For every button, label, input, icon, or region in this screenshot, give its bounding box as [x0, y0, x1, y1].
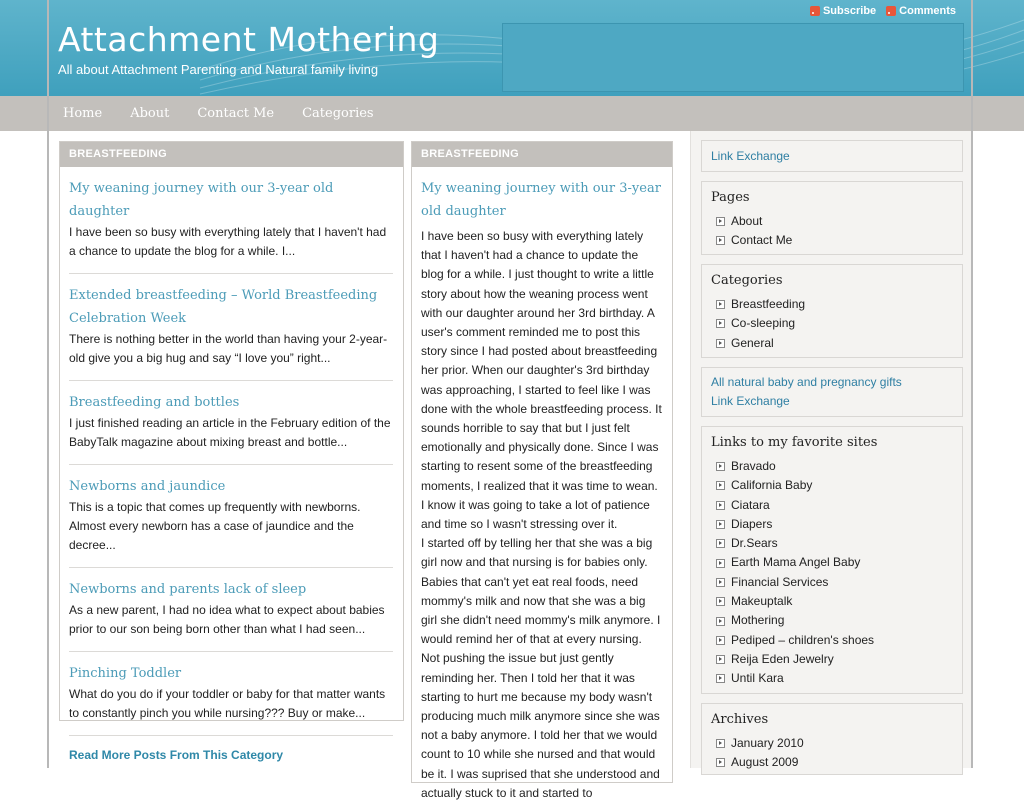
favorite-link[interactable]: [716, 573, 962, 592]
read-more-link[interactable]: Read More Posts From This Category: [69, 748, 284, 762]
favorite-label: Mothering: [731, 613, 785, 628]
arrow-bullet-icon: [716, 674, 725, 683]
list-item: [69, 167, 393, 274]
list-item: [69, 381, 393, 465]
nav-about[interactable]: About: [130, 106, 170, 121]
widget-title: Categories: [711, 273, 783, 288]
post-excerpt: I just finished reading an article in the February edition of the BabyTalk magazine about mixing breast and bottle...: [69, 416, 391, 449]
header-banner-box: [502, 23, 964, 92]
arrow-bullet-icon: [716, 578, 725, 587]
post-excerpt: As a new parent, I had no idea what to expect about babies prior to our son being born other than what I had seen...: [69, 603, 385, 636]
favorite-label: Earth Mama Angel Baby: [731, 555, 861, 570]
arrow-bullet-icon: [716, 520, 725, 529]
post-excerpt: There is nothing better in the world than having your 2-year-old give you a big hug and say “I love you” right...: [69, 332, 388, 365]
main-nav: [0, 96, 1024, 131]
post-title-link[interactable]: Breastfeeding and bottles: [69, 395, 240, 410]
widget-title: Archives: [711, 712, 769, 727]
panel-heading: BREASTFEEDING: [60, 142, 403, 167]
arrow-bullet-icon: [716, 462, 725, 471]
favorite-link[interactable]: [716, 534, 962, 553]
post-title-link[interactable]: Extended breastfeeding – World Breastfeeding Celebration Week: [69, 288, 378, 326]
arrow-bullet-icon: [716, 217, 725, 226]
category-panel: [59, 141, 404, 762]
arrow-bullet-icon: [716, 319, 725, 328]
favorite-link[interactable]: [716, 553, 962, 572]
page-frame-right: [971, 0, 973, 768]
favorite-link[interactable]: [716, 592, 962, 611]
favorite-link[interactable]: [716, 631, 962, 650]
arrow-bullet-icon: [716, 636, 725, 645]
sidebar-item-label: Contact Me: [731, 233, 793, 248]
favorite-label: California Baby: [731, 478, 813, 493]
site-title[interactable]: Attachment Mothering: [58, 20, 440, 59]
arrow-bullet-icon: [716, 559, 725, 568]
pages-widget: [701, 181, 963, 255]
sidebar-item-co-sleeping[interactable]: [716, 314, 962, 333]
favorites-widget: [701, 426, 963, 694]
link-exchange-widget: [701, 140, 963, 172]
sidebar-item-label: Breastfeeding: [731, 297, 806, 311]
arrow-bullet-icon: [716, 300, 725, 309]
favorite-link[interactable]: [716, 611, 962, 630]
favorite-label: Bravado: [731, 459, 776, 473]
site-tagline: All about Attachment Parenting and Natural family living: [58, 62, 379, 77]
sidebar-item-label: General: [731, 335, 774, 350]
widget-title: Links to my favorite sites: [711, 435, 878, 450]
article-paragraph: I have been so busy with everything lately that I haven't had a chance to update the blog for a while. I just thought to write a little story about how the weaning process went with our daughter around her 3rd birthday. A user's comment reminded me to post this story since I had posted about breastfeeding her prior. When our daughter's 3rd birthday was approaching, I started to feel like I was done with the whole breastfeeding process. It sounds horrible to say that but I just felt emotionally and physically done. Since I was starting to resent some of the breastfeeding moments, I realized that it was time to wean. I know it was going to take a lot of patience and time so I wasn't stressing over it.: [421, 229, 662, 532]
post-title-link[interactable]: Pinching Toddler: [69, 666, 182, 681]
arrow-bullet-icon: [716, 501, 725, 510]
ads-widget: [701, 367, 963, 417]
favorite-label: Until Kara: [731, 671, 784, 686]
sidebar-item-about[interactable]: [716, 212, 962, 231]
favorite-label: Ciatara: [731, 497, 770, 512]
archive-link[interactable]: [716, 753, 962, 772]
arrow-bullet-icon: [716, 539, 725, 548]
link-exchange-link[interactable]: Link Exchange: [711, 149, 790, 163]
nav-contact[interactable]: Contact Me: [197, 106, 275, 121]
favorite-link[interactable]: [716, 457, 962, 476]
rss-icon: [886, 6, 896, 16]
comments-label: Comments: [899, 5, 956, 17]
article-body: [412, 227, 672, 803]
sidebar-item-breastfeeding[interactable]: [716, 295, 962, 314]
favorite-link[interactable]: [716, 496, 962, 515]
feed-links: [810, 5, 956, 17]
post-title-link[interactable]: Newborns and jaundice: [69, 479, 226, 494]
favorite-label: Makeuptalk: [731, 594, 793, 609]
list-item: [69, 465, 393, 568]
arrow-bullet-icon: [716, 617, 725, 626]
subscribe-label: Subscribe: [822, 5, 877, 17]
post-excerpt: This is a topic that comes up frequently with newborns. Almost every newborn has a case of jaundice and the decree...: [69, 500, 361, 552]
arrow-bullet-icon: [716, 597, 725, 606]
list-item: [69, 652, 393, 736]
arrow-bullet-icon: [716, 339, 725, 348]
archive-label: August 2009: [731, 755, 799, 770]
article-paragraph: I started off by telling her that she was a big girl now and that nursing is for babies only. Babies that can't yet eat real foods, need mommy's milk and now that she was a big girl she didn't need mommy's milk anymore. I would remind her of that at every nursing. Not pushing the issue but just gently reminding her. Then I told her that it was starting to hurt me because my body wasn't producing much milk anymore since she was not a baby anymore. I told her that we would count to 10 while she nursed and that would be it. I was suprised that she understood and actually stuck to it and started to: [421, 536, 661, 800]
favorite-link[interactable]: [716, 515, 962, 534]
site-header: [0, 0, 1024, 96]
archives-widget: [701, 703, 963, 775]
post-title-link[interactable]: My weaning journey with our 3-year old daughter: [69, 181, 334, 219]
list-item: [69, 274, 393, 381]
favorite-label: Dr.Sears: [731, 536, 778, 551]
favorite-label: Pediped – children's shoes: [731, 632, 875, 647]
arrow-bullet-icon: [716, 739, 725, 748]
archive-label: January 2010: [731, 736, 804, 750]
archive-link[interactable]: [716, 734, 962, 753]
favorite-label: Reija Eden Jewelry: [731, 651, 834, 666]
arrow-bullet-icon: [716, 481, 725, 490]
natural-baby-gifts-link[interactable]: All natural baby and pregnancy gifts: [711, 375, 902, 389]
favorite-link[interactable]: [716, 669, 962, 688]
favorite-link[interactable]: [716, 650, 962, 669]
post-excerpt: I have been so busy with everything lately that I haven't had a chance to update the blog for a while. I...: [69, 225, 387, 258]
list-item: [69, 568, 393, 652]
page-frame-left: [47, 0, 49, 768]
sidebar-item-label: Co-sleeping: [731, 316, 796, 331]
sidebar-item-label: About: [731, 214, 763, 228]
article-title-link[interactable]: My weaning journey with our 3-year old daughter: [421, 181, 661, 219]
sidebar-item-contact[interactable]: [716, 231, 962, 250]
arrow-bullet-icon: [716, 655, 725, 664]
rss-icon: [810, 6, 820, 16]
widget-title: Pages: [711, 190, 750, 205]
nav-categories[interactable]: Categories: [302, 106, 374, 121]
nav-home[interactable]: Home: [63, 106, 103, 121]
panel-heading: BREASTFEEDING: [412, 142, 672, 167]
subscribe-link[interactable]: [810, 5, 876, 17]
arrow-bullet-icon: [716, 236, 725, 245]
favorite-link[interactable]: [716, 476, 962, 495]
post-title-link[interactable]: Newborns and parents lack of sleep: [69, 582, 307, 597]
arrow-bullet-icon: [716, 758, 725, 767]
link-exchange-link[interactable]: Link Exchange: [711, 394, 790, 408]
sidebar-item-general[interactable]: [716, 334, 962, 353]
article-panel: [411, 141, 673, 800]
categories-widget: [701, 264, 963, 358]
favorite-label: Financial Services: [731, 574, 829, 589]
comments-feed-link[interactable]: [886, 5, 956, 17]
post-excerpt: What do you do if your toddler or baby for that matter wants to constantly pinch you while nursing??? Buy or make...: [69, 687, 386, 720]
favorite-label: Diapers: [731, 516, 773, 531]
